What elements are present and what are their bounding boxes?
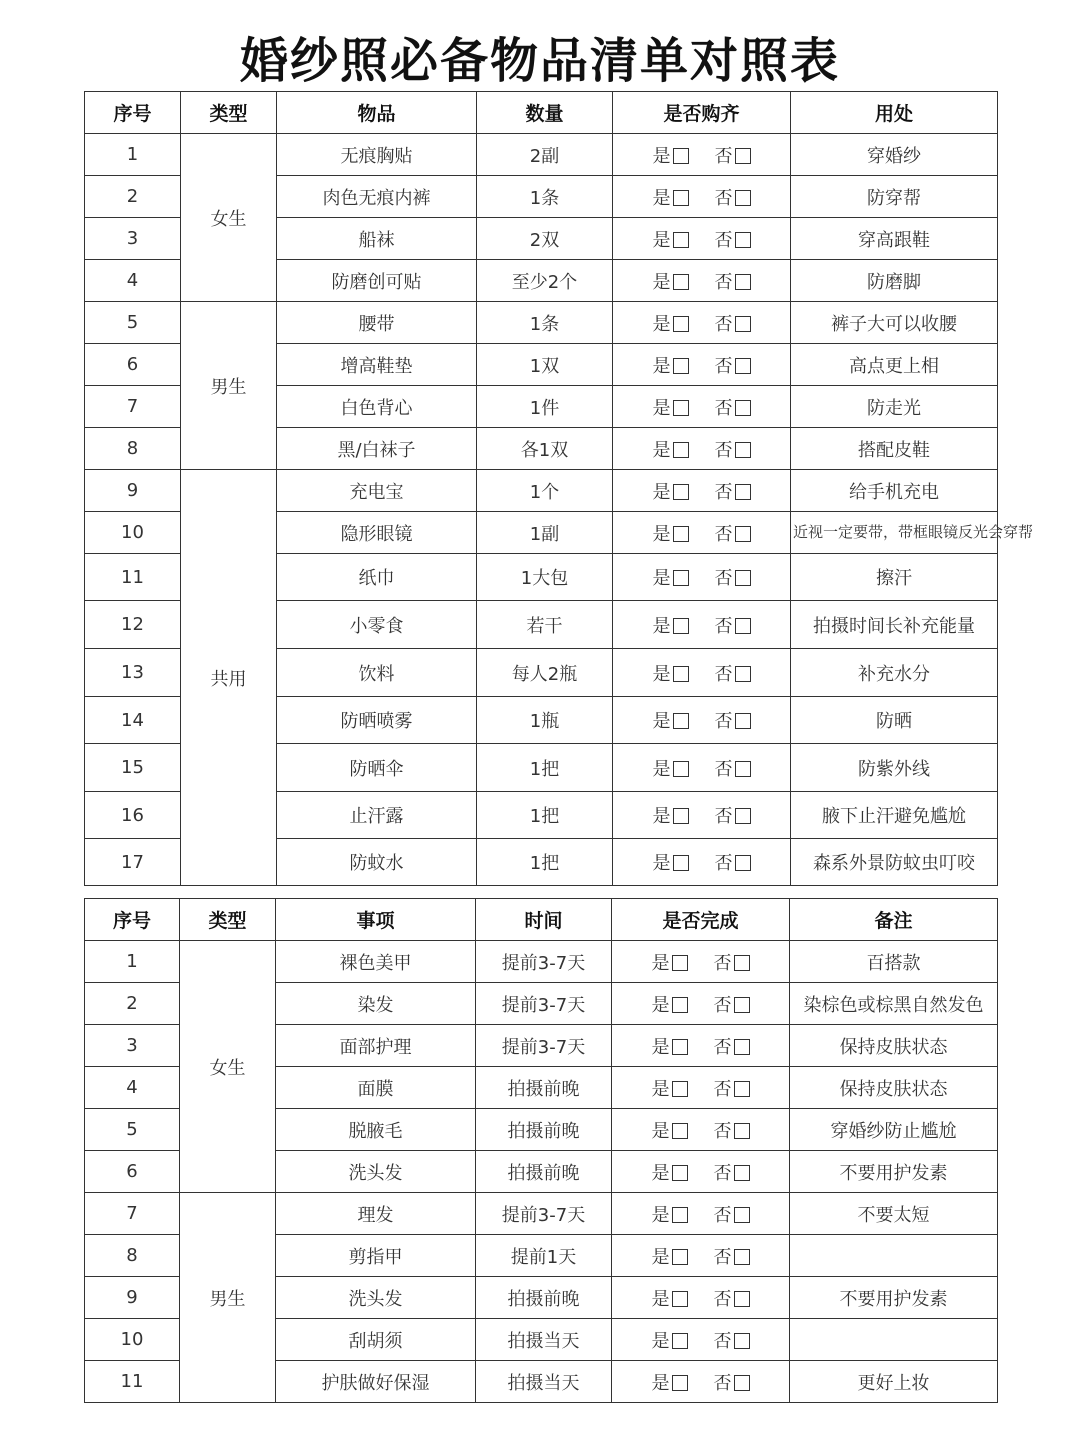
- row-number: 11: [85, 554, 181, 601]
- no-label: 否: [713, 1330, 732, 1352]
- use-cell: 穿高跟鞋: [791, 218, 998, 260]
- yes-label: 是: [651, 1330, 670, 1352]
- yes-label: 是: [651, 1036, 670, 1058]
- table-row: [85, 134, 998, 176]
- yes-checkbox[interactable]: [672, 1333, 688, 1349]
- item-cell: 染发: [276, 983, 476, 1025]
- qty-cell: 各1双: [477, 428, 613, 470]
- qty-cell: 2双: [477, 218, 613, 260]
- no-label: 否: [714, 481, 733, 503]
- use-cell: 防晒: [791, 697, 998, 744]
- yes-checkbox[interactable]: [673, 484, 689, 500]
- header-type: 类型: [181, 92, 277, 134]
- yes-checkbox[interactable]: [673, 400, 689, 416]
- time-cell: 提前1天: [476, 1235, 612, 1277]
- row-number: 1: [85, 941, 180, 983]
- no-label: 否: [713, 994, 732, 1016]
- yes-checkbox[interactable]: [673, 618, 689, 634]
- item-cell: 饮料: [277, 649, 477, 697]
- item-cell: 止汗露: [277, 792, 477, 839]
- item-cell: 船袜: [277, 218, 477, 260]
- no-label: 否: [713, 952, 732, 974]
- note-cell: 穿婚纱防止尴尬: [790, 1109, 998, 1151]
- row-number: 7: [85, 386, 181, 428]
- no-label: 否: [714, 663, 733, 685]
- table-row: [85, 1193, 998, 1235]
- yes-checkbox[interactable]: [673, 358, 689, 374]
- no-checkbox[interactable]: [735, 570, 751, 586]
- page-title: 婚纱照必备物品清单对照表: [239, 33, 840, 89]
- row-number: 13: [85, 649, 181, 697]
- item-cell: 理发: [276, 1193, 476, 1235]
- yes-checkbox[interactable]: [673, 232, 689, 248]
- row-number: 5: [85, 302, 181, 344]
- header-note: 备注: [790, 899, 998, 941]
- no-checkbox[interactable]: [735, 190, 751, 206]
- yes-label: 是: [651, 1204, 670, 1226]
- use-cell: 拍摄时间长补充能量: [791, 601, 998, 649]
- yes-no-checkbox-group: [613, 744, 791, 792]
- note-cell: [790, 1235, 998, 1277]
- row-number: 10: [85, 512, 181, 554]
- no-checkbox[interactable]: [735, 618, 751, 634]
- no-checkbox[interactable]: [734, 1207, 750, 1223]
- no-checkbox[interactable]: [735, 400, 751, 416]
- group-type-cell: 共用: [181, 470, 277, 886]
- no-label: 否: [713, 1204, 732, 1226]
- row-number: 6: [85, 344, 181, 386]
- row-number: 3: [85, 1025, 180, 1067]
- table-header-row: [85, 92, 998, 134]
- no-label: 否: [713, 1372, 732, 1394]
- row-number: 9: [85, 470, 181, 512]
- item-cell: 脱腋毛: [276, 1109, 476, 1151]
- time-cell: 提前3-7天: [476, 1193, 612, 1235]
- yes-checkbox[interactable]: [672, 955, 688, 971]
- note-cell: 不要用护发素: [790, 1277, 998, 1319]
- yes-label: 是: [652, 568, 671, 589]
- no-checkbox[interactable]: [735, 666, 751, 682]
- item-cell: 增高鞋垫: [277, 344, 477, 386]
- yes-checkbox[interactable]: [673, 808, 689, 824]
- no-checkbox[interactable]: [735, 761, 751, 777]
- yes-no-checkbox-group: [613, 386, 791, 428]
- yes-no-checkbox-group: [613, 601, 791, 649]
- yes-no-checkbox-group: [612, 1193, 790, 1235]
- yes-no-checkbox-group: [613, 218, 791, 260]
- yes-label: 是: [652, 481, 671, 503]
- no-checkbox[interactable]: [735, 808, 751, 824]
- yes-no-checkbox-group: [612, 983, 790, 1025]
- yes-no-checkbox-group: [612, 941, 790, 983]
- no-label: 否: [714, 806, 733, 827]
- yes-no-checkbox-group: [613, 428, 791, 470]
- item-cell: 防晒喷雾: [277, 697, 477, 744]
- no-label: 否: [714, 439, 733, 461]
- no-label: 否: [714, 187, 733, 209]
- group-type-cell: 女生: [180, 941, 276, 1193]
- yes-label: 是: [652, 271, 671, 293]
- table-header-row: [85, 899, 998, 941]
- qty-cell: 1把: [477, 792, 613, 839]
- item-cell: 面部护理: [276, 1025, 476, 1067]
- no-checkbox[interactable]: [734, 1039, 750, 1055]
- qty-cell: 1件: [477, 386, 613, 428]
- yes-checkbox[interactable]: [673, 666, 689, 682]
- yes-no-checkbox-group: [612, 1067, 790, 1109]
- item-cell: 刮胡须: [276, 1319, 476, 1361]
- use-cell: 穿婚纱: [791, 134, 998, 176]
- yes-checkbox[interactable]: [672, 1081, 688, 1097]
- item-cell: 隐形眼镜: [277, 512, 477, 554]
- yes-label: 是: [652, 439, 671, 461]
- yes-label: 是: [652, 853, 671, 874]
- item-cell: 小零食: [277, 601, 477, 649]
- yes-no-checkbox-group: [613, 649, 791, 697]
- time-cell: 提前3-7天: [476, 1025, 612, 1067]
- row-number: 17: [85, 839, 181, 886]
- yes-no-checkbox-group: [613, 302, 791, 344]
- use-cell: 防紫外线: [791, 744, 998, 792]
- no-checkbox[interactable]: [734, 1249, 750, 1265]
- group-type-cell: 男生: [180, 1193, 276, 1403]
- use-cell: 腋下止汗避免尴尬: [791, 792, 998, 839]
- yes-no-checkbox-group: [613, 470, 791, 512]
- row-number: 1: [85, 134, 181, 176]
- no-label: 否: [714, 615, 733, 637]
- yes-label: 是: [651, 994, 670, 1016]
- item-cell: 纸巾: [277, 554, 477, 601]
- time-cell: 拍摄前晚: [476, 1109, 612, 1151]
- no-label: 否: [714, 397, 733, 419]
- yes-no-checkbox-group: [613, 697, 791, 744]
- no-checkbox[interactable]: [734, 1081, 750, 1097]
- row-number: 5: [85, 1109, 180, 1151]
- no-label: 否: [714, 271, 733, 293]
- yes-checkbox[interactable]: [672, 997, 688, 1013]
- use-cell: 防穿帮: [791, 176, 998, 218]
- items-checklist-table: [84, 91, 1034, 886]
- row-number: 6: [85, 1151, 180, 1193]
- yes-no-checkbox-group: [613, 554, 791, 601]
- item-cell: 剪指甲: [276, 1235, 476, 1277]
- item-cell: 黑/白袜子: [277, 428, 477, 470]
- item-cell: 洗头发: [276, 1151, 476, 1193]
- yes-checkbox[interactable]: [672, 1165, 688, 1181]
- no-checkbox[interactable]: [735, 442, 751, 458]
- yes-no-checkbox-group: [613, 344, 791, 386]
- header-task: 事项: [276, 899, 476, 941]
- no-label: 否: [714, 229, 733, 251]
- no-checkbox[interactable]: [735, 232, 751, 248]
- row-number: 2: [85, 176, 181, 218]
- qty-cell: 1把: [477, 839, 613, 886]
- no-label: 否: [714, 145, 733, 167]
- use-cell: 高点更上相: [791, 344, 998, 386]
- header-qty: 数量: [477, 92, 613, 134]
- item-cell: 裸色美甲: [276, 941, 476, 983]
- no-checkbox[interactable]: [735, 713, 751, 729]
- qty-cell: 1条: [477, 176, 613, 218]
- yes-label: 是: [651, 1288, 670, 1310]
- no-checkbox[interactable]: [735, 484, 751, 500]
- item-cell: 防晒伞: [277, 744, 477, 792]
- yes-label: 是: [652, 145, 671, 167]
- no-label: 否: [714, 853, 733, 874]
- note-cell: 更好上妆: [790, 1361, 998, 1403]
- no-label: 否: [713, 1162, 732, 1184]
- item-cell: 护肤做好保湿: [276, 1361, 476, 1403]
- yes-checkbox[interactable]: [672, 1291, 688, 1307]
- yes-checkbox[interactable]: [673, 526, 689, 542]
- use-cell: 裤子大可以收腰: [791, 302, 998, 344]
- no-label: 否: [713, 1120, 732, 1142]
- row-number: 4: [85, 1067, 180, 1109]
- note-cell: [790, 1319, 998, 1361]
- row-number: 4: [85, 260, 181, 302]
- item-cell: 肉色无痕内裤: [277, 176, 477, 218]
- no-label: 否: [714, 758, 733, 780]
- no-label: 否: [713, 1246, 732, 1268]
- note-cell: 保持皮肤状态: [790, 1067, 998, 1109]
- header-use: 用处: [791, 92, 998, 134]
- yes-label: 是: [652, 313, 671, 335]
- yes-checkbox[interactable]: [673, 316, 689, 332]
- row-number: 3: [85, 218, 181, 260]
- yes-no-checkbox-group: [613, 512, 791, 554]
- time-cell: 拍摄当天: [476, 1319, 612, 1361]
- qty-cell: 至少2个: [477, 260, 613, 302]
- row-number: 9: [85, 1277, 180, 1319]
- qty-cell: 1双: [477, 344, 613, 386]
- yes-no-checkbox-group: [612, 1109, 790, 1151]
- qty-cell: 1个: [477, 470, 613, 512]
- no-checkbox[interactable]: [735, 855, 751, 871]
- yes-label: 是: [651, 1372, 670, 1394]
- yes-label: 是: [651, 1078, 670, 1100]
- yes-label: 是: [652, 355, 671, 377]
- yes-label: 是: [651, 1120, 670, 1142]
- yes-checkbox[interactable]: [673, 148, 689, 164]
- item-cell: 腰带: [277, 302, 477, 344]
- yes-no-checkbox-group: [612, 1151, 790, 1193]
- use-cell: 搭配皮鞋: [791, 428, 998, 470]
- item-cell: 充电宝: [277, 470, 477, 512]
- yes-no-checkbox-group: [612, 1319, 790, 1361]
- table-row: [85, 470, 998, 512]
- item-cell: 防磨创可贴: [277, 260, 477, 302]
- no-checkbox[interactable]: [734, 1123, 750, 1139]
- time-cell: 提前3-7天: [476, 941, 612, 983]
- yes-label: 是: [652, 615, 671, 637]
- time-cell: 拍摄当天: [476, 1361, 612, 1403]
- no-checkbox[interactable]: [735, 358, 751, 374]
- time-cell: 提前3-7天: [476, 983, 612, 1025]
- row-number: 8: [85, 1235, 180, 1277]
- no-label: 否: [714, 711, 733, 732]
- yes-no-checkbox-group: [613, 792, 791, 839]
- no-checkbox[interactable]: [734, 1165, 750, 1181]
- no-checkbox[interactable]: [735, 148, 751, 164]
- row-number: 7: [85, 1193, 180, 1235]
- yes-label: 是: [652, 187, 671, 209]
- item-cell: 洗头发: [276, 1277, 476, 1319]
- qty-cell: 1条: [477, 302, 613, 344]
- yes-checkbox[interactable]: [672, 1123, 688, 1139]
- header-done: 是否完成: [612, 899, 790, 941]
- header-no: 序号: [85, 899, 180, 941]
- yes-no-checkbox-group: [613, 176, 791, 218]
- no-label: 否: [713, 1288, 732, 1310]
- yes-label: 是: [652, 523, 671, 545]
- yes-no-checkbox-group: [612, 1277, 790, 1319]
- no-label: 否: [714, 568, 733, 589]
- no-label: 否: [713, 1036, 732, 1058]
- yes-no-checkbox-group: [613, 134, 791, 176]
- item-cell: 面膜: [276, 1067, 476, 1109]
- no-checkbox[interactable]: [734, 955, 750, 971]
- note-cell: 保持皮肤状态: [790, 1025, 998, 1067]
- yes-checkbox[interactable]: [673, 713, 689, 729]
- yes-label: 是: [652, 758, 671, 780]
- table-row: [85, 941, 998, 983]
- no-checkbox[interactable]: [735, 274, 751, 290]
- row-number: 12: [85, 601, 181, 649]
- qty-cell: 1副: [477, 512, 613, 554]
- use-cell: 防走光: [791, 386, 998, 428]
- qty-cell: 2副: [477, 134, 613, 176]
- item-cell: 无痕胸贴: [277, 134, 477, 176]
- no-checkbox[interactable]: [734, 1333, 750, 1349]
- yes-no-checkbox-group: [612, 1235, 790, 1277]
- row-number: 2: [85, 983, 180, 1025]
- use-cell: 防磨脚: [791, 260, 998, 302]
- note-cell: 不要用护发素: [790, 1151, 998, 1193]
- yes-checkbox[interactable]: [673, 190, 689, 206]
- use-cell: 近视一定要带，带框眼镜反光会穿帮: [791, 512, 998, 554]
- item-cell: 白色背心: [277, 386, 477, 428]
- yes-checkbox[interactable]: [673, 855, 689, 871]
- item-cell: 防蚊水: [277, 839, 477, 886]
- yes-checkbox[interactable]: [672, 1207, 688, 1223]
- group-type-cell: 女生: [181, 134, 277, 302]
- yes-label: 是: [651, 1162, 670, 1184]
- use-cell: 给手机充电: [791, 470, 998, 512]
- row-number: 14: [85, 697, 181, 744]
- use-cell: 补充水分: [791, 649, 998, 697]
- no-label: 否: [714, 523, 733, 545]
- time-cell: 拍摄前晚: [476, 1067, 612, 1109]
- group-type-cell: 男生: [181, 302, 277, 470]
- yes-label: 是: [651, 1246, 670, 1268]
- header-item: 物品: [277, 92, 477, 134]
- no-checkbox[interactable]: [735, 526, 751, 542]
- header-no: 序号: [85, 92, 181, 134]
- header-type: 类型: [180, 899, 276, 941]
- qty-cell: 1瓶: [477, 697, 613, 744]
- yes-checkbox[interactable]: [673, 761, 689, 777]
- yes-checkbox[interactable]: [672, 1375, 688, 1391]
- use-cell: 森系外景防蚊虫叮咬: [791, 839, 998, 886]
- time-cell: 拍摄前晚: [476, 1151, 612, 1193]
- yes-label: 是: [652, 711, 671, 732]
- use-cell: 擦汗: [791, 554, 998, 601]
- no-checkbox[interactable]: [734, 1375, 750, 1391]
- note-cell: 百搭款: [790, 941, 998, 983]
- time-cell: 拍摄前晚: [476, 1277, 612, 1319]
- yes-no-checkbox-group: [613, 839, 791, 886]
- no-label: 否: [713, 1078, 732, 1100]
- note-cell: 染棕色或棕黑自然发色: [790, 983, 998, 1025]
- row-number: 10: [85, 1319, 180, 1361]
- tasks-checklist-table: [84, 898, 998, 1403]
- yes-label: 是: [652, 806, 671, 827]
- no-checkbox[interactable]: [735, 316, 751, 332]
- row-number: 8: [85, 428, 181, 470]
- row-number: 16: [85, 792, 181, 839]
- table-row: [85, 302, 998, 344]
- no-checkbox[interactable]: [734, 1291, 750, 1307]
- yes-no-checkbox-group: [612, 1361, 790, 1403]
- no-label: 否: [714, 313, 733, 335]
- no-checkbox[interactable]: [734, 997, 750, 1013]
- no-label: 否: [714, 355, 733, 377]
- yes-checkbox[interactable]: [672, 1039, 688, 1055]
- yes-no-checkbox-group: [613, 260, 791, 302]
- header-purchased: 是否购齐: [613, 92, 791, 134]
- yes-checkbox[interactable]: [673, 570, 689, 586]
- qty-cell: 1大包: [477, 554, 613, 601]
- yes-no-checkbox-group: [612, 1025, 790, 1067]
- row-number: 15: [85, 744, 181, 792]
- yes-label: 是: [652, 663, 671, 685]
- header-time: 时间: [476, 899, 612, 941]
- yes-label: 是: [652, 229, 671, 251]
- yes-checkbox[interactable]: [673, 274, 689, 290]
- qty-cell: 1把: [477, 744, 613, 792]
- qty-cell: 若干: [477, 601, 613, 649]
- yes-checkbox[interactable]: [673, 442, 689, 458]
- yes-checkbox[interactable]: [672, 1249, 688, 1265]
- note-cell: 不要太短: [790, 1193, 998, 1235]
- yes-label: 是: [651, 952, 670, 974]
- qty-cell: 每人2瓶: [477, 649, 613, 697]
- yes-label: 是: [652, 397, 671, 419]
- row-number: 11: [85, 1361, 180, 1403]
